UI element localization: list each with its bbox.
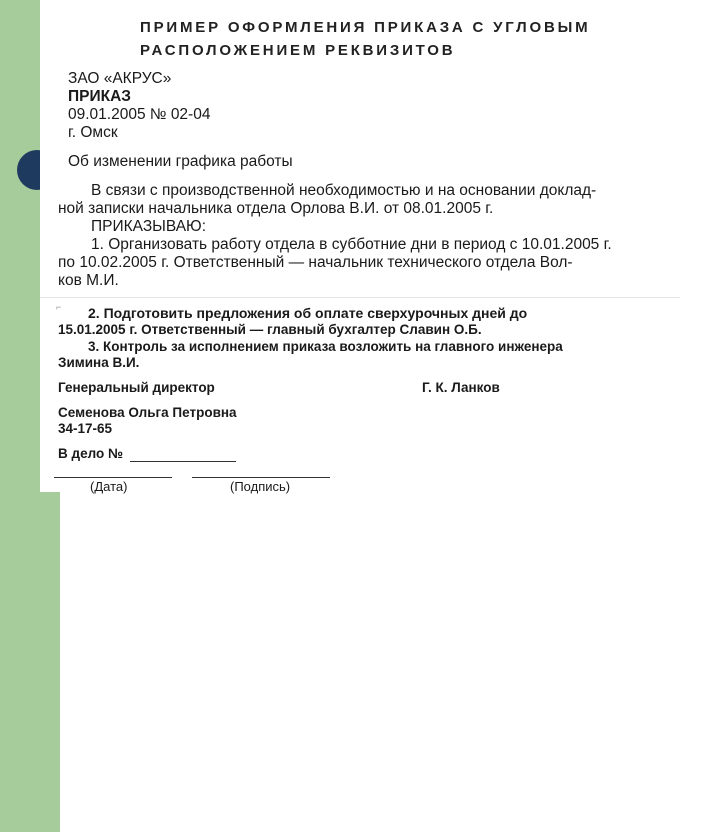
signature-position: Генеральный директор xyxy=(58,380,215,395)
scan-mark: ⌐ xyxy=(56,302,62,312)
order-item-3-line: 3. Контроль за исполнением приказа возложить на главного инженера xyxy=(88,339,563,354)
order-keyword: ПРИКАЗЫВАЮ: xyxy=(91,218,207,235)
order-item-1-line: по 10.02.2005 г. Ответственный — начальник технического отдела Вол- xyxy=(58,254,573,271)
file-number-line xyxy=(130,461,236,462)
page-divider xyxy=(40,297,680,298)
date-line xyxy=(54,477,172,478)
date-caption: (Дата) xyxy=(90,479,128,494)
signature-line xyxy=(192,477,330,478)
order-item-3-line: Зимина В.И. xyxy=(58,355,140,370)
signature-name: Г. К. Ланков xyxy=(422,380,500,395)
organization-name: ЗАО «АКРУС» xyxy=(68,70,172,87)
order-item-2-line: 15.01.2005 г. Ответственный — главный бухгалтер Славин О.Б. xyxy=(58,322,482,337)
slide-title-line-2: РАСПОЛОЖЕНИЕМ РЕКВИЗИТОВ xyxy=(140,42,456,59)
order-item-2-line: 2. Подготовить предложения об оплате сверхурочных дней до xyxy=(88,305,528,321)
executor-name: Семенова Ольга Петровна xyxy=(58,405,237,420)
file-label: В дело № xyxy=(58,446,124,461)
document-page xyxy=(40,14,680,492)
order-item-1-line: 1. Организовать работу отдела в субботние дни в период с 10.01.2005 г. xyxy=(91,236,612,253)
body-paragraph-line: В связи с производственной необходимостью и на основании доклад- xyxy=(91,182,597,199)
document-heading: Об изменении графика работы xyxy=(68,153,293,170)
slide-title-line-1: ПРИМЕР ОФОРМЛЕНИЯ ПРИКАЗА С УГЛОВЫМ xyxy=(140,19,591,36)
order-item-1-line: ков М.И. xyxy=(58,272,119,289)
document-city: г. Омск xyxy=(68,124,118,141)
signature-caption: (Подпись) xyxy=(230,479,291,494)
document-date-number: 09.01.2005 № 02-04 xyxy=(68,106,211,123)
body-paragraph-line: ной записки начальника отдела Орлова В.И. от 08.01.2005 г. xyxy=(58,200,494,217)
document-type: ПРИКАЗ xyxy=(68,88,131,105)
executor-phone: 34-17-65 xyxy=(58,421,113,436)
